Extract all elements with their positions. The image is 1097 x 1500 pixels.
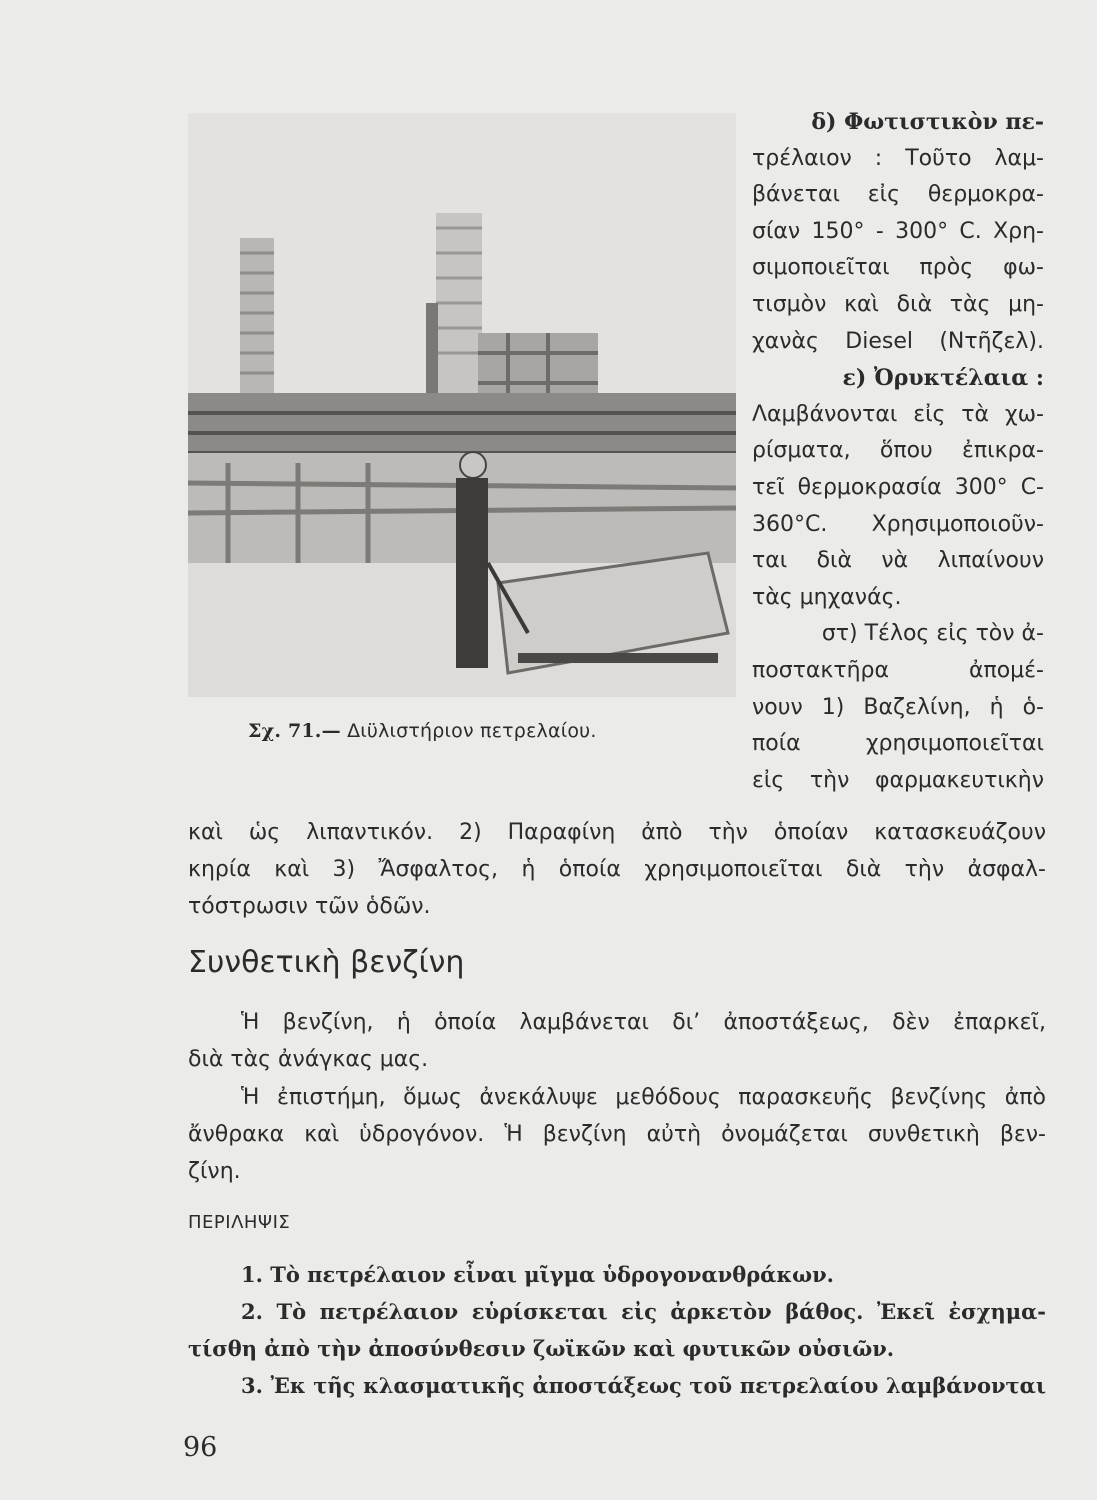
column-line: τρέλαιον : Τοῦτο λαμ- bbox=[752, 145, 1044, 171]
column-line: εἰς τὴν φαρμακευτικὴν bbox=[752, 767, 1044, 793]
column-line: νουν 1) Βαζελίνη, ἡ ὁ- bbox=[752, 694, 1044, 720]
column-line: χανὰς Diesel (Ντῆζελ). bbox=[752, 328, 1044, 354]
column-line: τὰς μηχανάς. bbox=[752, 584, 902, 610]
column-line: ται διὰ νὰ λιπαίνουν bbox=[752, 548, 1044, 574]
page-number: 96 bbox=[183, 1432, 218, 1463]
section-heading: Συνθετικὴ βενζίνη bbox=[188, 945, 465, 980]
column-line: σίαν 150° - 300° C. Χρη- bbox=[752, 218, 1044, 244]
column-line: ρίσματα, ὅπου ἐπικρα- bbox=[752, 438, 1044, 464]
summary-item: 2. Τὸ πετρέλαιον εὑρίσκεται εἰς ἀρκετὸν βάθος. Ἐκεῖ ἐσχημα- bbox=[241, 1299, 1046, 1324]
figure-caption bbox=[248, 720, 597, 742]
worker-figure bbox=[456, 478, 488, 668]
refinery-photo bbox=[188, 113, 736, 697]
body-line: διὰ τὰς ἀνάγκας μας. bbox=[188, 1046, 429, 1072]
summary-list bbox=[188, 1256, 1046, 1404]
column-line: ε) Ὀρυκτέλαια : bbox=[842, 365, 1044, 392]
summary-item: 1. Τὸ πετρέλαιον εἶναι μῖγμα ὑδρογονανθράκων. bbox=[241, 1262, 834, 1287]
summary-item: 3. Ἐκ τῆς κλασματικῆς ἀποστάξεως τοῦ πετρελαίου λαμβάνονται bbox=[241, 1373, 1046, 1398]
refinery-illustration bbox=[188, 113, 736, 697]
column-line: στ) Τέλος εἰς τὸν ἀ- bbox=[821, 621, 1044, 647]
column-line: Λαμβάνονται εἰς τὰ χω- bbox=[752, 401, 1044, 427]
column-line: σιμοποιεῖται πρὸς φω- bbox=[752, 255, 1044, 281]
body-line: ζίνη. bbox=[188, 1158, 241, 1184]
body-line: Ἡ ἐπιστήμη, ὅμως ἀνεκάλυψε μεθόδους παρασκευῆς βενζίνης ἀπὸ bbox=[241, 1085, 1046, 1110]
right-column-text bbox=[752, 104, 1044, 799]
column-line: 360°C. Χρησιμοποιοῦν- bbox=[752, 511, 1044, 537]
body-line: Ἡ βενζίνη, ἡ ὁποία λαμβάνεται δι’ ἀποστάξεως, δὲν ἐπαρκεῖ, bbox=[241, 1010, 1046, 1035]
caption-number: Σχ. 71.— bbox=[248, 720, 341, 742]
synthetic-gasoline-paragraph-1 bbox=[188, 1005, 1046, 1079]
body-line: κηρία καὶ 3) Ἄσφαλτος, ἡ ὁποία χρησιμοποιεῖται διὰ τὴν ἀσφαλ- bbox=[188, 856, 1046, 882]
column-line: δ) Φωτιστικὸν πε- bbox=[811, 109, 1044, 135]
summary-label: ΠΕΡΙΛΗΨΙΣ bbox=[188, 1212, 291, 1233]
summary-item: τίσθη ἀπὸ τὴν ἀποσύνθεσιν ζωϊκῶν καὶ φυτικῶν οὐσιῶν. bbox=[188, 1336, 895, 1361]
body-line: ἄνθρακα καὶ ὑδρογόνον. Ἡ βενζίνη αὐτὴ ὀνομάζεται συνθετικὴ βεν- bbox=[188, 1121, 1046, 1147]
body-line: καὶ ὡς λιπαντικόν. 2) Παραφίνη ἀπὸ τὴν ὁποίαν κατασκευάζουν bbox=[188, 820, 1046, 845]
caption-text: Διϋλιστήριον πετρελαίου. bbox=[347, 720, 597, 742]
column-line: τεῖ θερμοκρασία 300° C- bbox=[752, 474, 1044, 500]
column-line: ποστακτῆρα ἀπομέ- bbox=[752, 657, 1044, 683]
column-line: ποία χρησιμοποιεῖται bbox=[752, 731, 1044, 757]
body-line: τόστρωσιν τῶν ὁδῶν. bbox=[188, 893, 431, 919]
synthetic-gasoline-paragraph-2 bbox=[188, 1080, 1046, 1190]
column-line: τισμὸν καὶ διὰ τὰς μη- bbox=[752, 291, 1044, 317]
column-line: βάνεται εἰς θερμοκρα- bbox=[752, 182, 1044, 208]
continuation-paragraph bbox=[188, 815, 1046, 925]
